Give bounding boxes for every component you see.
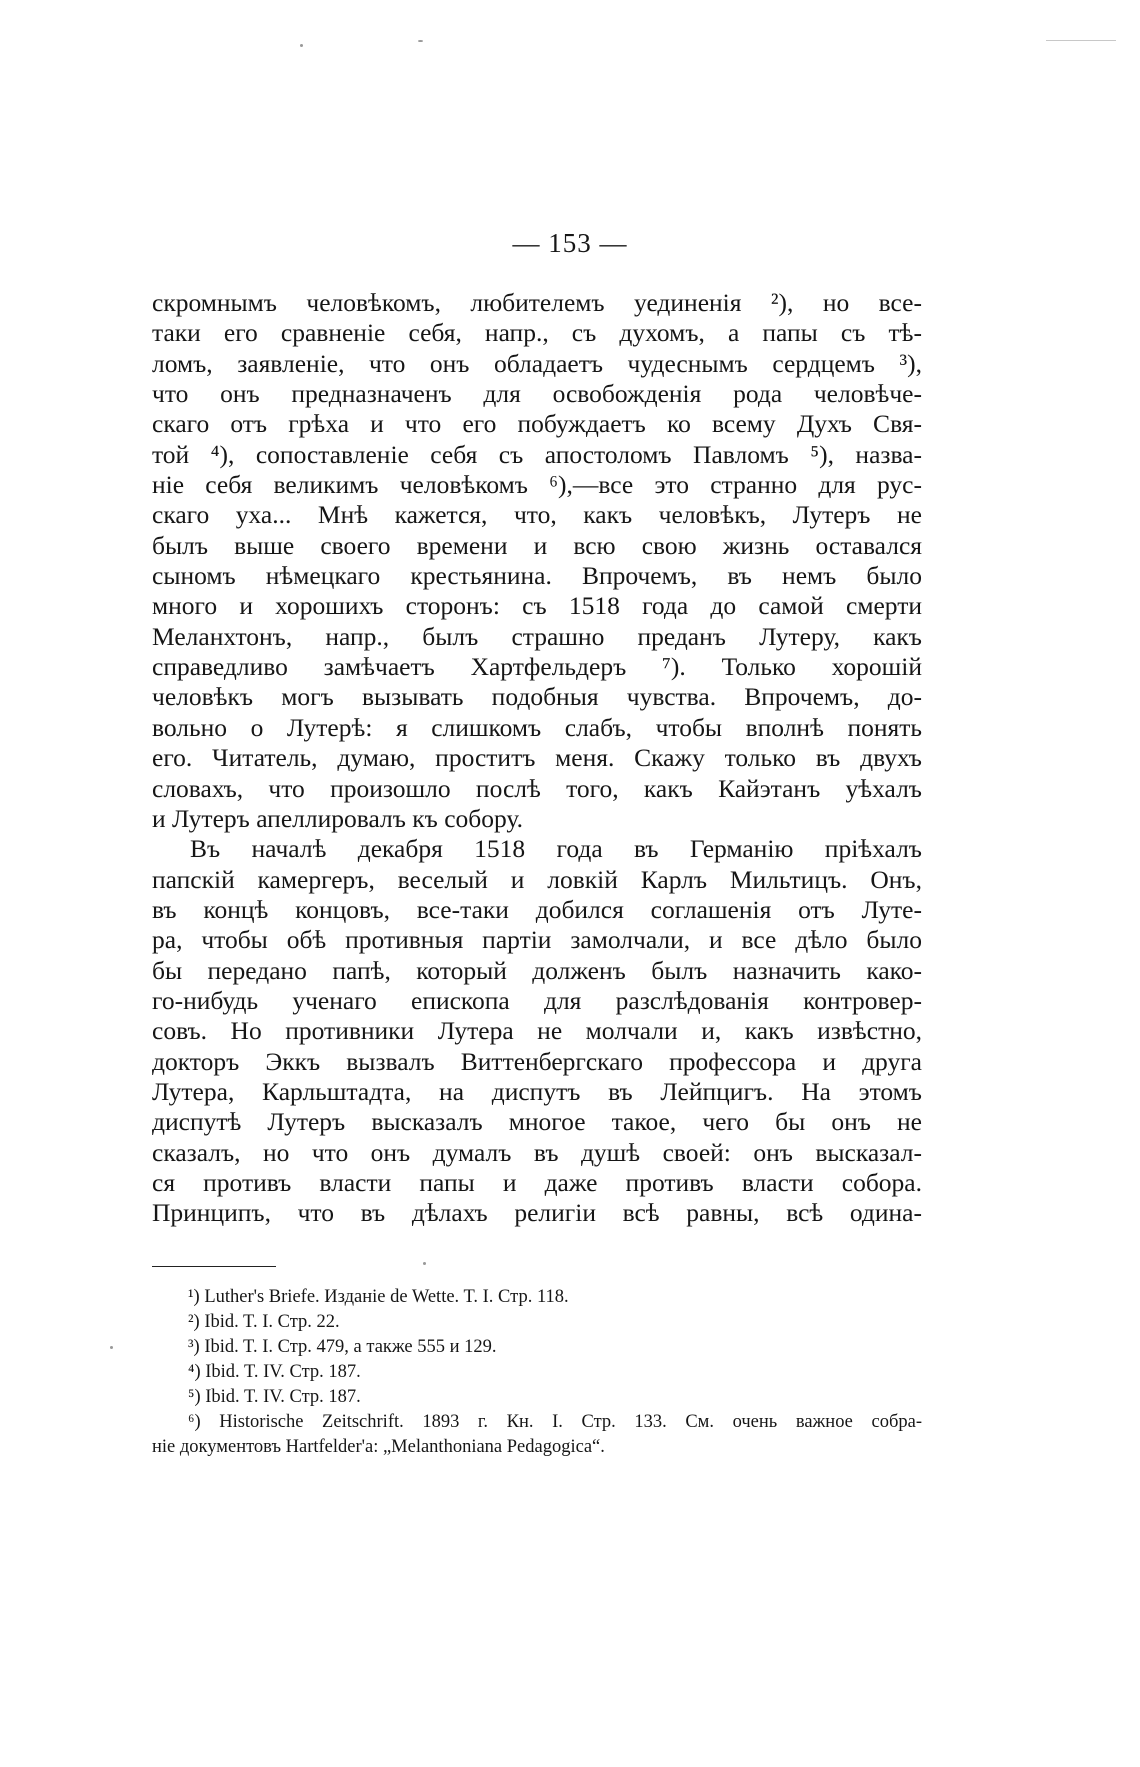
text-line: что онъ предназначенъ для освобожденія рода человѣче- — [152, 379, 922, 409]
print-speck — [300, 44, 303, 47]
footnote-divider — [152, 1266, 276, 1267]
text-line: ніе себя великимъ человѣкомъ ⁶),—все это странно для рус- — [152, 470, 922, 500]
footnote-4: ⁴) Ibid. T. IV. Стр. 187. — [188, 1362, 361, 1382]
text-line: былъ выше своего времени и всю свою жизнь оставался — [152, 530, 922, 560]
text-line: той ⁴), сопоставленіе себя съ апостоломъ Павломъ ⁵), назва- — [152, 439, 922, 469]
text-line: сказалъ, но что онъ думалъ въ душѣ своей: онъ высказал- — [152, 1137, 922, 1167]
text-line: докторъ Эккъ вызвалъ Виттенбергскаго профессора и друга — [152, 1046, 922, 1076]
footnote-6-continuation: ніе документовъ Hartfelder'a: „Melanthoniana Pedagogica“. — [152, 1437, 605, 1457]
text-line: Меланхтонъ, напр., былъ страшно преданъ Лутеру, какъ — [152, 621, 922, 651]
text-line: папскій камергеръ, веселый и ловкій Карлъ Мильтицъ. Онъ, — [152, 864, 922, 894]
text-line: скаго уха... Мнѣ кажется, что, какъ человѣкъ, Лутеръ не — [152, 500, 922, 530]
print-speck — [110, 1346, 113, 1349]
text-line: скаго отъ грѣха и что его побуждаетъ ко всему Духъ Свя- — [152, 409, 922, 439]
text-line: и Лутеръ апеллировалъ къ собору. — [152, 803, 524, 833]
text-line: вольно о Лутерѣ: я слишкомъ слабъ, чтобы вполнѣ понять — [152, 712, 922, 742]
text-line: его. Читатель, думаю, проститъ меня. Скажу только въ двухъ — [152, 743, 922, 773]
text-line: Лутера, Карльштадта, на диспутъ въ Лейпцигъ. На этомъ — [152, 1076, 922, 1106]
text-line: человѣкъ могъ вызывать подобныя чувства. Впрочемъ, до- — [152, 682, 922, 712]
footnote-1: ¹) Luther's Briefe. Изданіе de Wette. T. I. Стр. 118. — [188, 1287, 569, 1307]
footnotes — [152, 1285, 922, 1460]
text-line: много и хорошихъ сторонъ: съ 1518 года до самой смерти — [152, 591, 922, 621]
text-line: словахъ, что произошло послѣ того, какъ Кайэтанъ уѣхалъ — [152, 773, 922, 803]
text-line: ся противъ власти папы и даже противъ власти собора. — [152, 1167, 922, 1197]
main-text — [152, 288, 922, 1229]
text-line: Принципъ, что въ дѣлахъ религіи всѣ равны, всѣ одина- — [152, 1198, 922, 1228]
footnote-2: ²) Ibid. T. I. Стр. 22. — [188, 1312, 340, 1332]
text-line: го-нибудь ученаго епископа для разслѣдованія контровер- — [152, 985, 922, 1015]
text-line: совъ. Но противники Лутера не молчали и, какъ извѣстно, — [152, 1016, 922, 1046]
text-line: бы передано папѣ, который долженъ былъ назначить како- — [152, 955, 922, 985]
footnote-5: ⁵) Ibid. T. IV. Стр. 187. — [188, 1387, 361, 1407]
text-line: въ концѣ концовъ, все-таки добился соглашенія отъ Луте- — [152, 894, 922, 924]
text-line: скромнымъ человѣкомъ, любителемъ уединенія ²), но все- — [152, 288, 922, 317]
paragraph-start-line: Въ началѣ декабря 1518 года въ Германію пріѣхалъ — [190, 834, 922, 864]
text-line: справедливо замѣчаетъ Хартфельдеръ ⁷). Только хорошій — [152, 652, 922, 682]
footnote-3: ³) Ibid. T. I. Стр. 479, а также 555 и 129. — [188, 1337, 497, 1357]
text-line: таки его сравненіе себя, напр., съ духомъ, а папы съ тѣ- — [152, 318, 922, 348]
text-line: ломъ, заявленіе, что онъ обладаетъ чудеснымъ сердцемъ ³), — [152, 348, 922, 378]
text-line: сыномъ нѣмецкаго крестьянина. Впрочемъ, въ немъ было — [152, 561, 922, 591]
footnote-6: ⁶) Historische Zeitschrift. 1893 г. Кн. I. Стр. 133. См. очень важное собра- — [188, 1412, 922, 1432]
text-line: диспутѣ Лутеръ высказалъ многое такое, чего бы онъ не — [152, 1107, 922, 1137]
print-speck — [418, 40, 423, 42]
print-speck — [423, 1262, 426, 1265]
text-line: ра, чтобы обѣ противныя партіи замолчали, и все дѣло было — [152, 925, 922, 955]
page-number: — 153 — — [512, 228, 628, 258]
scan-edge-mark — [1046, 40, 1116, 41]
